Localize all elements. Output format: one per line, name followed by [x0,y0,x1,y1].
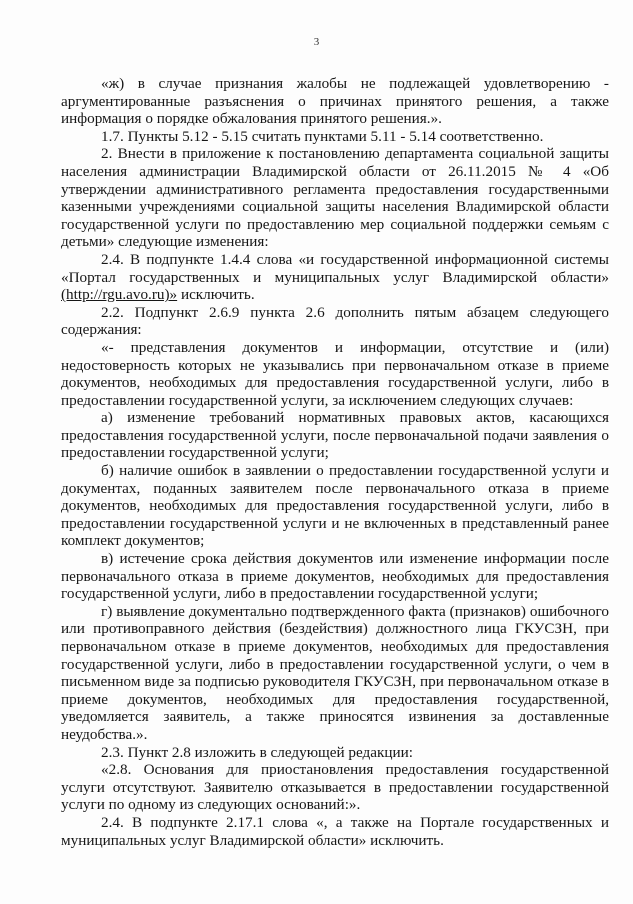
portal-url-text: (http://rgu.avo.ru)» [61,286,178,304]
paragraph-2-amend-appendix: 2. Внести в приложение к постановлению департамента социальной защиты населения администрации Владимирской области от 26.11.2015 № 4 «Об утверждении административного регламента предоставления государственными казенными учреждениями социальной защиты населения Владимирской области государственной услуги по предоставлению мер социальной поддержки семьям с детьми» следующие изменения: [61,145,609,251]
page-number: 3 [313,36,320,48]
paragraph-2-3-clause: 2.3. Пункт 2.8 изложить в следующей редакции: [101,743,414,761]
paragraph-case-g: г) выявление документально подтвержденного факта (признаков) ошибочного или противоправного действия (бездействия) должностного лица ГКУСЗН, при первоначальном отказе в приеме документов, необходимых для предоставления государственной услуги, либо в предоставлении государственной услуги, о чем в письменном виде за подписью руководителя ГКУСЗН, при первоначальном отказе в приеме документов, необходимых для предоставления государственной, уведомляется заявитель, а также приносятся извинения за доставленные неудобства.». [61,602,609,743]
paragraph-case-a: а) изменение требований нормативных правовых актов, касающихся предоставления государственной услуги, после первоначальной подачи заявления о предоставлении государственной услуги; [61,409,609,462]
paragraph-documents-provision: «- представления документов и информации, отсутствие и (или) недостоверность которых не указывались при первоначальном отказе в приеме документов, необходимых для предоставления государственной услуги, либо в предоставлении государственной услуги, за исключением следующих случаев: [61,338,609,409]
paragraph-case-b: б) наличие ошибок в заявлении о предоставлении государственной услуги и документах, поданных заявителем после первоначального отказа в приеме документов, необходимых для предоставления государственной услуги, либо в предоставлении государственной услуги и не включенных в представленный ранее комплект документов; [61,462,609,550]
paragraph-2-1-subclause: 2.4. В подпункте 1.4.4 слова «и государственной информационной системы «Портал государственных и муниципальных услуг Владимирской области» (http://rgu.avo.ru)» исключить. [61,250,609,304]
paragraph-zh-appeal-rejection: «ж) в случае признания жалобы не подлежащей удовлетворению - аргументированные разъяснения о причинах принятого решения, а также информация о порядке обжалования принятого решения.». [61,75,609,128]
paragraph-2-8-text: «2.8. Основания для приостановления предоставления государственной услуги отсутствуют. Заявителю отказывается в предоставлении государственной услуги по одному из следующих оснований:». [61,761,609,814]
paragraph-1-7-renumbering: 1.7. Пункты 5.12 - 5.15 считать пунктами 5.11 - 5.14 соответственно. [101,127,544,145]
paragraph-case-v: в) истечение срока действия документов или изменение информации после первоначального отказа в приеме документов, необходимых для предоставления государственной услуги, либо в предоставлении государственной услуги; [61,550,609,603]
paragraph-2-2-subclause: 2.2. Подпункт 2.6.9 пункта 2.6 дополнить пятым абзацем следующего содержания: [61,303,609,339]
paragraph-2-4-clause: 2.4. В подпункте 2.17.1 слова «, а также на Портале государственных и муниципальных услуг Владимирской области» исключить. [61,813,609,849]
document-body [61,75,609,849]
